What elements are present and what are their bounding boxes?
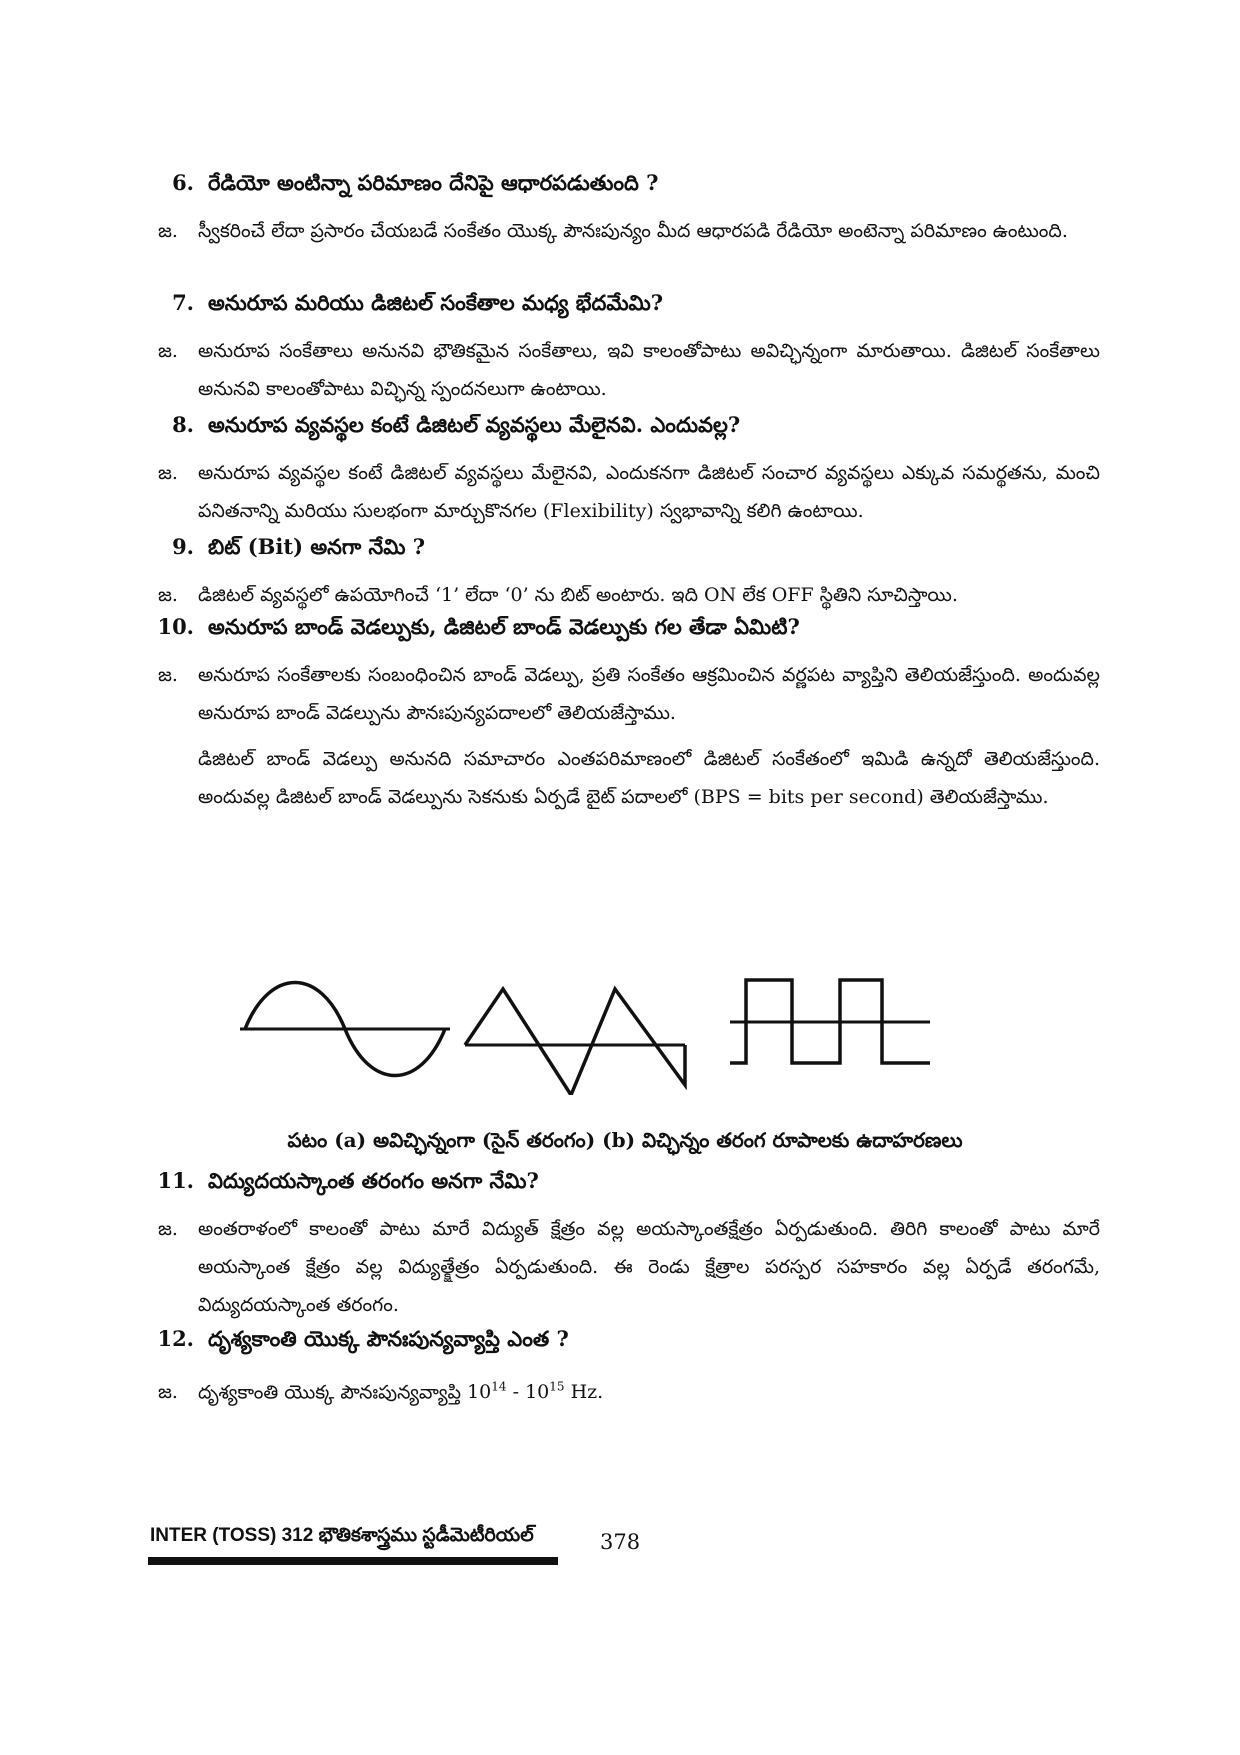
question-text: అనురూప బాండ్ వెడల్పుకు, డిజిటల్ బాండ్ వెడల్పుకు గల తేడా ఏమిటి? — [208, 614, 800, 639]
answer-text: అంతరాళంలో కాలంతో పాటు మారే విద్యుత్ క్షేత్రం వల్ల అయస్కాంతక్షేత్రం ఏర్పడుతుంది. తిరిగి కాలంతో పాటు మారే అయస్కాంత క్షేత్రం వల్ల విద్యుత్క్షేత్రం ఏర్పడుతుంది. ఈ రెండు క్షేత్రాల పరస్పర సహకారం వల్ల ఏర్పడే తరంగమే, విద్యుదయస్కాంత తరంగం. — [198, 1218, 1100, 1316]
answer-label: జ. — [158, 1381, 178, 1404]
answer-label: జ. — [158, 1218, 178, 1240]
range-base-1: 10 — [467, 1381, 492, 1404]
answer-text — [198, 1368, 1100, 1411]
range-base-2: 10 — [525, 1381, 550, 1404]
answer-text: అనురూప సంకేతాలు అనునవి భౌతికమైన సంకేతాలు, ఇవి కాలంతోపాటు అవిచ్ఛిన్నంగా మారుతాయి. డిజిటల్ సంకేతాలు అనునవి కాలంతోపాటు విచ్ఛిన్న స్పందనలుగా ఉంటాయి. — [198, 340, 1100, 400]
question-number: 9. — [172, 534, 194, 559]
answer-label: జ. — [158, 462, 178, 484]
footer-title: INTER (TOSS) 312 భౌతికశాస్త్రము స్టడీమెటీరియల్ — [150, 1525, 534, 1546]
question-number: 6. — [172, 170, 194, 195]
answer-label: జ. — [158, 664, 178, 686]
answer-label: జ. — [158, 584, 178, 606]
question-6 — [150, 168, 1100, 250]
question-number: 11. — [157, 1168, 194, 1193]
question-7 — [150, 288, 1100, 408]
answer-text: స్వీకరించే లేదా ప్రసారం చేయబడే సంకేతం యొక్క పౌనఃపున్యం మీద ఆధారపడి రేడియో అంటెన్నా పరిమాణం ఉంటుంది. — [198, 220, 1068, 242]
question-number: 7. — [172, 290, 194, 315]
question-text: అనురూప మరియు డిజిటల్ సంకేతాల మధ్య భేదమేమి? — [208, 290, 664, 315]
question-number: 12. — [157, 1326, 194, 1351]
question-12 — [150, 1324, 1100, 1411]
figure-caption: పటం (a) అవిచ్ఛిన్నంగా (సైన్ తరంగం) (b) విచ్ఛిన్నం తరంగ రూపాలకు ఉదాహరణలు — [287, 1128, 963, 1152]
answer-paragraph: డిజిటల్ బాండ్ వెడల్పు అనునది సమాచారం ఎంతపరిమాణంలో డిజిటల్ సంకేతంలో ఇమిడి ఉన్నదో తెలియజేస్తుంది. అందువల్ల డిజిటల్ బాండ్ వెడల్పును సెకనుకు ఏర్పడే బైట్ పదాలలో (BPS = bits per second) తెలియజేస్తాము. — [198, 748, 1100, 808]
square-wave — [730, 980, 930, 1063]
answer-label: జ. — [158, 220, 178, 242]
question-text: బిట్ (Bit) అనగా నేమి ? — [208, 534, 426, 559]
range-unit: Hz. — [564, 1381, 604, 1404]
sine-wave — [240, 983, 450, 1076]
footer-rule — [148, 1557, 558, 1565]
question-text: విద్యుదయస్కాంత తరంగం అనగా నేమి? — [208, 1168, 539, 1193]
answer-text: అనురూప సంకేతాలకు సంబంధించిన బాండ్ వెడల్పు, ప్రతి సంకేతం ఆక్రమించిన వర్ణపట వ్యాప్తిని తెలియజేస్తుంది. అందువల్ల అనురూప బాండ్ వెడల్పును పౌనఃపున్యపదాలలో తెలియజేస్తాము. — [198, 664, 1100, 724]
question-text: దృశ్యకాంతి యొక్క పౌనఃపున్యవ్యాప్తి ఎంత ? — [208, 1326, 569, 1351]
question-text: అనురూప వ్యవస్థల కంటే డిజిటల్ వ్యవస్థలు మేలైనవి. ఎందువల్ల? — [208, 412, 741, 437]
answer-text: డిజిటల్ వ్యవస్థలో ఉపయోగించే ‘1’ లేదా ‘0’ ను బిట్ అంటారు. ఇది ON లేక OFF స్థితిని సూచిస్తాయి. — [198, 584, 958, 606]
question-number: 10. — [157, 614, 194, 639]
answer-label: జ. — [158, 340, 178, 362]
triangle-wave — [465, 989, 685, 1095]
range-exp-2: 15 — [549, 1380, 565, 1394]
question-8 — [150, 410, 1100, 530]
question-11 — [150, 1166, 1100, 1324]
page-number: 378 — [600, 1530, 641, 1554]
range-dash: - — [506, 1381, 526, 1404]
answer-prefix: దృశ్యకాంతి యొక్క పౌనఃపున్యవ్యాప్తి — [198, 1381, 462, 1404]
range-exp-1: 14 — [491, 1380, 507, 1394]
frequency-range — [467, 1381, 603, 1403]
answer-text: అనురూప వ్యవస్థల కంటే డిజిటల్ వ్యవస్థలు మేలైనవి, ఎందుకనగా డిజిటల్ సంచార వ్యవస్థలు ఎక్కువ సమర్థతను, మంచి పనితనాన్ని మరియు సులభంగా మార్చుకొనగల (Flexibility) స్వభావాన్ని కలిగి ఉంటాయి. — [198, 462, 1100, 522]
question-9 — [150, 532, 1100, 614]
question-number: 8. — [172, 412, 194, 437]
question-text: రేడియో అంటిన్నా పరిమాణం దేనిపై ఆధారపడుతుంది ? — [208, 170, 659, 195]
question-10 — [150, 612, 1100, 816]
waveform-figure — [240, 975, 1020, 1095]
